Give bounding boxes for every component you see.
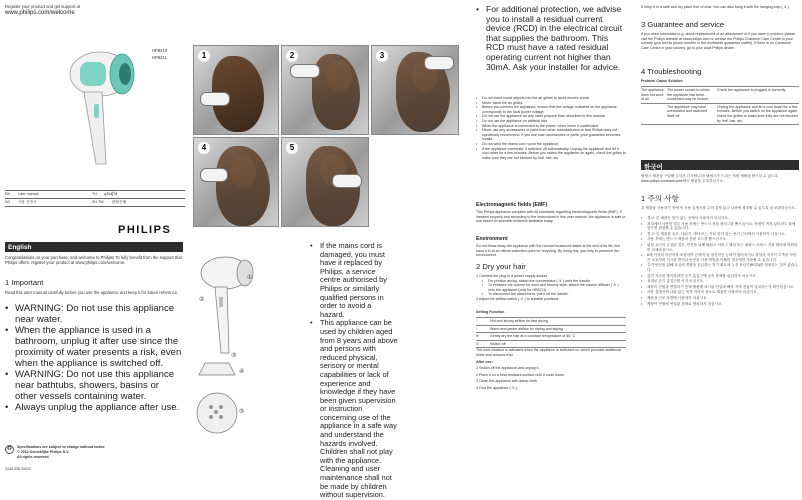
dry-step: • For precise drying, attach the concentrator ( ① ) onto the handle. xyxy=(482,279,626,284)
korean-important-intro: 본 제품을 사용하기 전에 이 사용 설명서를 주의 깊게 읽고 나중에 참조할 수 있도록 잘 보관하십시오. xyxy=(641,206,796,210)
dry-steps xyxy=(476,274,626,302)
heat-icon: ⫶ xyxy=(476,319,477,323)
lang-code-th: TH xyxy=(92,192,97,196)
guarantee-text: If you need information e.g. about replacement of an attachment or if you have a problem, please visit the Philips website at www.philips.com or contact the Philips Customer Care Centre in your country (you find its phone number in the worldwide guarantee leaflet). If there is no Consumer Care Centre in your country, go to your local Philips dealer. xyxy=(641,32,796,50)
after-use-step: 1 Switch off the appliance and unplug it. xyxy=(476,366,540,370)
setting-header: Setting Function xyxy=(476,310,505,314)
rcd-warning-block xyxy=(476,5,626,72)
warning-item: • Always unplug the appliance after use. xyxy=(5,402,183,413)
svg-text:④: ④ xyxy=(239,369,245,375)
small-bullets xyxy=(476,96,626,160)
korean-bullet: • 추가 안전을 위해 욕실에 전원을 공급하는 전기 회로에 누전 차단기(RCD)를 설치하는 것이 좋습니다. xyxy=(641,263,799,272)
philips-logo: PHILIPS xyxy=(118,224,172,236)
trouble-table xyxy=(641,86,799,125)
step-photo-5 xyxy=(281,137,369,227)
warning-item: • WARNING: Do not use this appliance near water. xyxy=(5,303,183,325)
photo-number: 1 xyxy=(198,50,210,62)
english-section-title: English xyxy=(5,242,183,252)
photo-number: 2 xyxy=(286,50,298,62)
after-use-step: 4 Fold the appliance ( ④ ). xyxy=(476,385,518,390)
recycle-icon: ♻ xyxy=(6,446,13,452)
settings-table xyxy=(476,317,626,348)
environment-text: Do not throw away the appliance with the normal household waste at the end of its life, but hand it in at an official collection point for recycling. By doing this, you help to preserve the environment. xyxy=(476,244,620,258)
photo-number: 5 xyxy=(286,142,298,154)
after-use-title: After use: xyxy=(476,360,493,364)
thermo-icon: ❄ xyxy=(476,334,480,339)
after-use-step: 3 Clean the appliance with damp cloth. xyxy=(476,379,538,384)
warning-item: • If the mains cord is damaged, you must have it replaced by Philips, a service centre authorised by Philips or similarly qualified persons in order to avoid a hazard. xyxy=(310,242,398,319)
trouble-problem xyxy=(641,105,667,123)
photo-number: 4 xyxy=(198,142,210,154)
korean-bullet: • 감전 사고를 방지하려면 공기 흡입구에 금속 물체를 삽입하지 마십시오. xyxy=(641,274,799,279)
korean-intro: 필립스 제품을 구입해 주셔서 감사합니다! 필립스가 드리는 지원 혜택을 받으실 수 있도록 www.philips.com/welcome에서 제품을 등록하십시오. xyxy=(641,174,778,183)
bullet-item: • Never use any accessories or parts from other manufacturers or that Philips does not specifically recommend. If you use such accessories or parts, your guarantee becomes invalid. xyxy=(476,128,626,142)
dry-step: • To enhance the volume for curls and bouncy style, attach the volume diffuser ( ⑤ ) onto the appliance (only for HP8211). xyxy=(482,283,626,292)
korean-bullet: • 경고: 본 제품은 물이 있는 곳에서 사용하지 마십시오. xyxy=(641,216,799,221)
setting-label: Gently dry the hair at a constant temperature of 55 °C xyxy=(490,334,576,339)
english-intro: Congratulations on your purchase, and welcome to Philips! To fully benefit from the support that Philips offers, register your product at www.philips.com/welcome. xyxy=(5,255,182,266)
emf-text: This Philips appliance complies with all standards regarding electromagnetic fields (EMF). If handled properly and according to the instructions in this user manual, the appliance is safe to use based on scientific evidence available today. xyxy=(476,210,626,224)
emf-title: Electromagnetic fields (EMF) xyxy=(476,202,548,208)
lang-code-en: EN xyxy=(5,192,10,196)
off-icon: O xyxy=(476,341,479,346)
troubleshooting-title: 4 Troubleshooting xyxy=(641,67,702,76)
lang-label-ko: 사용 설명서 xyxy=(18,200,37,204)
step-photo-1 xyxy=(193,45,279,135)
trouble-cause: The power socket to which the appliance has been connected may be broken. xyxy=(667,88,710,102)
warnings-left xyxy=(5,303,183,413)
hair-dryer-illustration xyxy=(62,44,146,172)
trouble-solution: Check the appliance is plugged in correctly. xyxy=(717,88,787,92)
guarantee-title: 3 Guarantee and service xyxy=(641,20,725,29)
rights: All rights reserved. xyxy=(17,455,50,459)
lang-label-zh: 使用手冊 xyxy=(112,200,127,204)
korean-bullet: • 8세 이상의 어린이를 포함하여 신체적 및 정신적인 능력이 떨어지거나 경험과 지식이 부족한 사람은 보호자의 지시를 받거나 안전한 사용 방법을 이해한 경우에만 사용할 수 있습니다. xyxy=(641,253,799,262)
dry-title: 2 Dry your hair xyxy=(476,262,526,271)
korean-bullet: • 제품의 전원을 연결하기 전에 제품에 표시된 전압과 해당 지역 전압이 일치하는지 확인하십시오. xyxy=(641,285,799,290)
after-use-step: 2 Place it on a heat-resistant surface until it cools down. xyxy=(476,372,565,377)
lang-code-ko: KO xyxy=(5,200,11,204)
warning-item: • When the appliance is used in a bathroom, unplug it after use since the proximity of water presents a risk, even when the appliance is switched off. xyxy=(5,325,183,369)
dry-step: 2 Adjust the airflow switch ( ② ) to suitable positions. xyxy=(476,296,560,301)
setting-row xyxy=(476,317,626,325)
support-url[interactable]: www.philips.com/welcome xyxy=(5,10,75,16)
setting-label: Switch off xyxy=(490,341,506,346)
lang-code-zh: ZH-TW xyxy=(92,200,104,204)
accessories-illustration xyxy=(195,253,277,448)
trouble-problem: The appliance does not work at all. xyxy=(641,88,664,102)
korean-bullet: • 절대로 공기 흡입구를 막지 마십시오. xyxy=(641,279,799,284)
svg-text:①: ① xyxy=(247,275,253,281)
korean-bullet: • 제품을 인조 모발에 사용하지 마십시오. xyxy=(641,296,799,301)
bullet-item: • Before you connect the appliance, ensure that the voltage indicated on the appliance corresponds to the local power voltage. xyxy=(476,105,626,114)
after-use-steps xyxy=(476,366,626,390)
bullet-item: • Do not wind the mains cord round the appliance. xyxy=(476,142,626,147)
trouble-row xyxy=(641,103,799,125)
korean-section-title: 한국어 xyxy=(641,160,799,170)
korean-bullet: • 제품이 전원에 연결된 상태로 방치하지 마십시오. xyxy=(641,302,799,307)
trouble-cause: The appliance may have overheated and switched itself off. xyxy=(667,104,707,118)
photo-number: 3 xyxy=(376,50,388,62)
bullet-item: • Never block the air grilles. xyxy=(476,101,626,106)
model-1: HP8210 xyxy=(152,48,168,53)
spec-line: Specifications are subject to change without notice xyxy=(17,445,105,449)
step-photo-4 xyxy=(193,137,279,227)
bullet-item: • If the appliance overheats, it switches off automatically. Unplug the appliance and let it cool down for a few minutes. Before you switch the appliance on again, check the grilles to make sure they are not blocked by fluff, hair, etc. xyxy=(476,147,626,161)
korean-bullet: • 사용 후에는 반드시 제품의 전원 코드를 뽑으십시오. xyxy=(641,237,799,242)
setting-row xyxy=(476,325,626,333)
bullet-item: • When the appliance is connected to the power, never leave it unattended. xyxy=(476,124,626,129)
setting-row xyxy=(476,332,626,340)
copyright: © 2013 Koninklijke Philips N.V. xyxy=(17,450,70,454)
model-2: HP8211 xyxy=(152,55,167,60)
trouble-solution: Unplug the appliance and let it cool down for a few minutes. Before you switch on the appliance again, check the grilles to make sure they are not blocked by fluff, hair, etc. xyxy=(717,104,799,123)
korean-bullet: • 경고: 본 제품을 욕조, 샤워기, 대야 또는 기타 물이 있는 용기 근처에서 사용하지 마십시오. xyxy=(641,232,799,237)
bullet-item: • Do not use the appliance for any other purpose than described in this manual. xyxy=(476,114,626,119)
step-photo-2 xyxy=(281,45,369,135)
warning-item: • This appliance can be used by children aged from 8 years and above and persons with reduced physical, sensory or mental capabilities or lack of experience and knowledge if they have been given supervision or instruction concerning use of the appliance in a safe way and understand the hazards involved. Children shall not play with the appliance. Cleaning and user maintenance shall not be made by children without supervision. xyxy=(310,319,398,499)
important-intro: Read this user manual carefully before you use the appliance and keep it for future reference. xyxy=(5,290,179,295)
bullet-item: • Do not insert metal objects into the air grilles to avoid electric shock. xyxy=(476,96,626,101)
setting-label: Warm and gentle airflow for drying and styling xyxy=(490,326,563,331)
korean-bullet: • 위험 요인이 손상된 경우, 안전을 위해 필립스 서비스 센터 또는 필립스 서비스 지정 센터에 의뢰하여 교체하십시오. xyxy=(641,243,799,252)
dry-step: • To disconnect the attachment, pull it off the handle. xyxy=(482,292,626,297)
warm-icon: ⫶ xyxy=(476,326,477,331)
ionic-text: The ionic function is activated when the appliance is switched on, which provides additional shine and reduces frizz. xyxy=(476,348,621,357)
korean-bullet: • 사용 설명서에 나와 있는 목적 이외의 용도로 제품을 사용하지 마십시오. xyxy=(641,290,799,295)
setting-label: Hot and strong airflow for fast drying xyxy=(490,319,548,323)
trouble-header: Problem Cause Solution xyxy=(641,79,683,83)
korean-bullet: • 욕실에서 사용한 경우 사용 후에는 반드시 전원 플러그를 뽑으십시오. 전원이 꺼져 있더라도 물에 닿으면 위험할 수 있습니다. xyxy=(641,222,799,231)
bullet-item: • Do not use the appliance on artificial hair. xyxy=(476,119,626,124)
rcd-warning: • For additional protection, we advise you to install a residual current device (RCD) in the electrical circuit that supplies the bathroom. This RCD must have a rated residual operating current not higher than 30mA. Ask your installer for advice. xyxy=(476,5,626,72)
warning-item: • WARNING: Do not use this appliance near bathtubs, showers, basins or other vessels containing water. xyxy=(5,369,183,402)
lang-label-en: User manual xyxy=(18,192,39,196)
korean-important-title: 1 주의 사항 xyxy=(641,194,679,203)
trouble-row xyxy=(641,86,799,103)
korean-bullets xyxy=(641,216,799,306)
lang-label-th: คู่มือผู้ใช้ xyxy=(104,192,118,196)
doc-code: 3140 035 39022 xyxy=(5,467,31,471)
register-line: Register your product and get support at xyxy=(5,4,80,9)
warnings-mid xyxy=(310,242,398,500)
svg-text:③: ③ xyxy=(231,353,237,359)
dry-step: 1 Connect the plug to a power supply socket. xyxy=(476,274,548,278)
svg-text:②: ② xyxy=(199,297,205,303)
svg-text:⑤: ⑤ xyxy=(239,409,245,415)
environment-title: Environment xyxy=(476,236,508,242)
keep-step: 5 Keep it in a safe and dry place free of dust. You can also hang it with the hanging loop ( ③ ). xyxy=(641,5,791,9)
important-title: 1 Important xyxy=(5,278,44,287)
step-photo-3 xyxy=(371,45,459,135)
